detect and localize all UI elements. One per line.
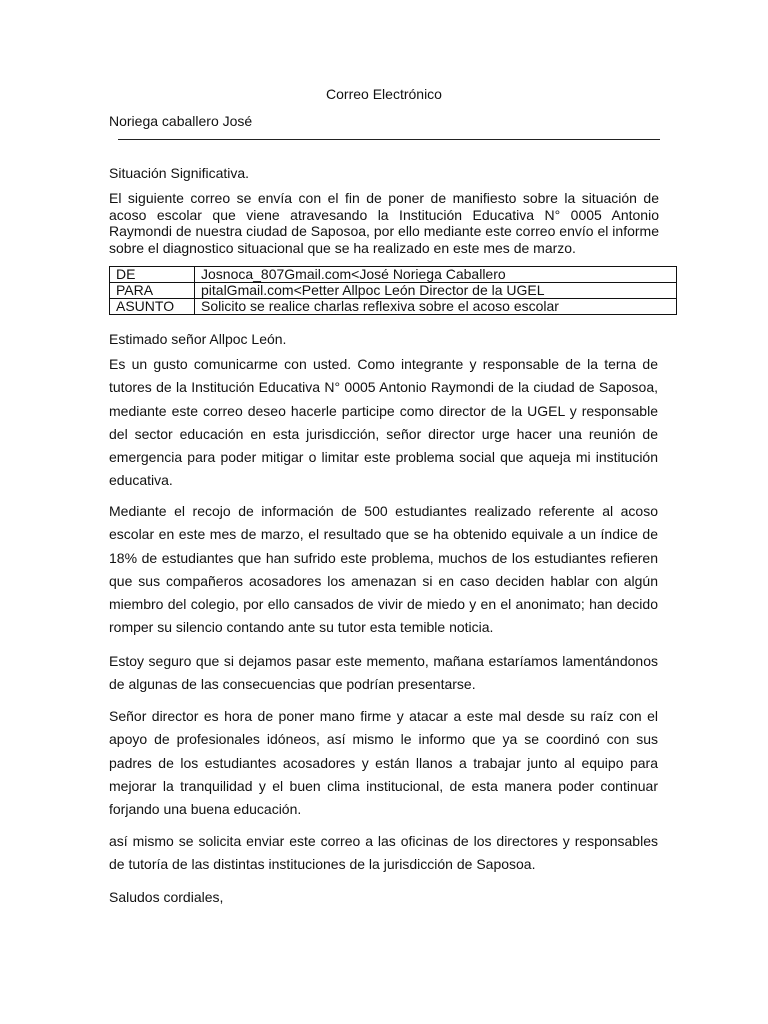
email-row-subject [110, 299, 677, 315]
author-name: Noriega caballero José [109, 113, 253, 129]
email-row-to [110, 283, 677, 299]
email-header-table [109, 266, 677, 315]
document-title: Correo Electrónico [326, 86, 442, 102]
subject-value: Solicito se realice charlas reflexiva sobre el acoso escolar [195, 299, 677, 315]
from-value: Josnoca_807Gmail.com<José Noriega Caballero [195, 267, 677, 283]
subject-label: ASUNTO [110, 299, 195, 315]
body-paragraph-3: Estoy seguro que si dejamos pasar este memento, mañana estaríamos lamentándonos de algunas de las consecuencias que podrían presentarse. [109, 653, 658, 693]
horizontal-rule [118, 139, 660, 140]
body-paragraph-1: Es un gusto comunicarme con usted. Como integrante y responsable de la terna de tutores de la Institución Educativa N° 0005 Antonio Raymondi de la ciudad de Saposoa, mediante este correo deseo hacerle participe como director de la UGEL y responsable del sector educación en esta jurisdicción, señor director urge hacer una reunión de emergencia para poder mitigar o limitar este problema social que aqueja mi institución educativa. [109, 356, 658, 489]
situation-heading: Situación Significativa. [109, 165, 250, 181]
to-label: PARA [110, 283, 195, 299]
body-paragraph-2: Mediante el recojo de información de 500 estudiantes realizado referente al acoso escolar en este mes de marzo, el resultado que se ha obtenido equivale a un índice de 18% de estudiantes que han sufrido este problema, muchos de los estudiantes refieren que sus compañeros acosadores los amenazan si en caso deciden hablar con algún miembro del colegio, por ello cansados de vivir de miedo y en el anonimato; han decido romper su silencio contando ante su tutor esta temible noticia. [109, 503, 658, 636]
closing: Saludos cordiales, [109, 889, 224, 905]
body-paragraph-4: Señor director es hora de poner mano firme y atacar a este mal desde su raíz con el apoyo de profesionales idóneos, así mismo le informo que ya se coordinó con sus padres de los estudiantes acosadores y están llanos a trabajar junto al equipo para mejorar la tranquilidad y el buen clima institucional, de esta manera poder continuar forjando una buena educación. [109, 708, 658, 818]
body-paragraph-5: así mismo se solicita enviar este correo a las oficinas de los directores y responsables de tutoría de las distintas instituciones de la jurisdicción de Saposoa. [109, 833, 658, 873]
from-label: DE [110, 267, 195, 283]
situation-text: El siguiente correo se envía con el fin de poner de manifiesto sobre la situación de acoso escolar que viene atravesando la Institución Educativa N° 0005 Antonio Raymondi de nuestra ciudad de Saposoa, por ello mediante este correo envío el informe sobre el diagnostico situacional que se ha realizado en este mes de marzo. [109, 190, 659, 256]
greeting: Estimado señor Allpoc León. [109, 331, 287, 347]
email-row-from [110, 267, 677, 283]
to-value: pitalGmail.com<Petter Allpoc León Director de la UGEL [195, 283, 677, 299]
